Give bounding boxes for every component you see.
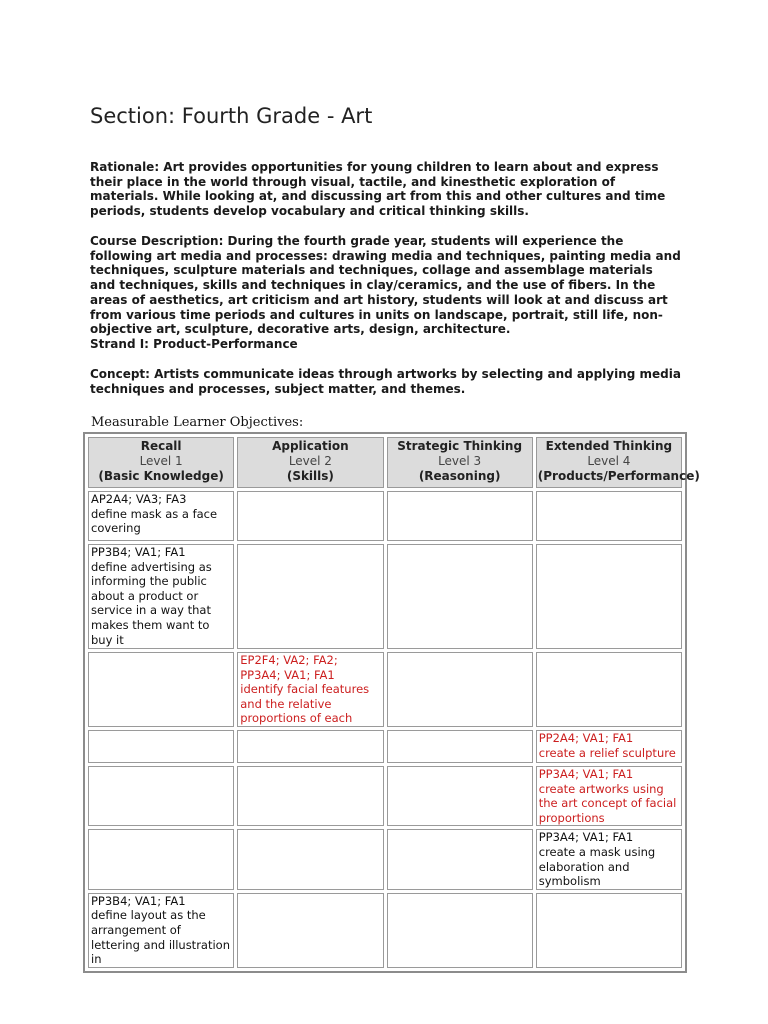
table-cell — [536, 766, 682, 826]
header-extended-thinking — [536, 437, 700, 488]
table-cell — [237, 730, 383, 763]
table-cell — [237, 652, 383, 727]
table-cell — [536, 829, 682, 889]
cell-code: PP3A4; VA1; FA1 — [538, 830, 634, 845]
table-cell — [88, 766, 234, 826]
table-row — [88, 766, 682, 826]
table-cell — [88, 491, 234, 541]
cell-text: define advertising as informing the public about a product or service in a way that makes them want to buy it — [91, 559, 212, 647]
header-sub: (Basic Knowledge) — [98, 469, 224, 483]
table-cell — [387, 893, 533, 968]
table-cell — [387, 652, 533, 727]
cell-text: create a mask using elaboration and symbolism — [538, 844, 656, 889]
header-title: Strategic Thinking — [397, 439, 523, 453]
table-cell — [237, 544, 383, 649]
cell-text: create artworks using the art concept of facial proportions — [538, 781, 677, 825]
table-row — [88, 829, 682, 889]
table-row — [88, 491, 682, 541]
table-cell — [88, 730, 234, 763]
table-row — [88, 652, 682, 727]
strand-heading: Strand I: Product-Performance — [90, 337, 298, 351]
header-sub: (Products/Performance) — [537, 469, 700, 483]
table-row — [88, 893, 682, 968]
objectives-label: Measurable Learner Objectives: — [91, 415, 304, 430]
header-level: Level 1 — [139, 454, 183, 468]
table-cell — [88, 652, 234, 727]
rationale-paragraph: Rationale: Art provides opportunities for young children to learn about and express their place in the world through visual, tactile, and kinesthetic exploration of materials. While looking at, and discussing art from this and other cultures and time periods, students develop vocabulary and critical thinking skills. — [90, 160, 666, 219]
cell-code: PP3B4; VA1; FA1 — [91, 893, 186, 908]
cell-text: create a relief sculpture — [538, 745, 676, 760]
objectives-table — [83, 432, 700, 973]
course-description-paragraph: Course Description: During the fourth grade year, students will experience the following art media and processes: drawing media and techniques, painting media and techniques, sculpture materials and techniques, collage and assemblage materials and techniques, skills and techniques in clay/ceramics, and the use of fibers. In the areas of aesthetics, art criticism and art history, students will look at and discuss art from various time periods and cultures in units on landscape, portrait, still life, non-objective art, sculpture, decorative arts, design, architecture. — [90, 234, 681, 337]
table-cell — [237, 893, 383, 968]
cell-code: EP2F4; VA2; FA2; PP3A4; VA1; FA1 — [240, 653, 338, 682]
table-cell — [536, 893, 682, 968]
table-cell — [536, 491, 682, 541]
table-cell — [237, 766, 383, 826]
header-recall — [88, 437, 234, 488]
table-cell — [536, 652, 682, 727]
header-title: Recall — [140, 439, 182, 453]
table-cell — [387, 766, 533, 826]
header-strategic-thinking — [387, 437, 533, 488]
table-row — [88, 730, 682, 763]
table-cell — [387, 491, 533, 541]
cell-code: PP2A4; VA1; FA1 — [538, 731, 634, 745]
table-cell — [387, 829, 533, 889]
table-cell — [387, 730, 533, 763]
header-sub: (Skills) — [286, 469, 334, 483]
header-title: Application — [272, 439, 349, 453]
table-cell — [88, 829, 234, 889]
header-level: Level 2 — [288, 454, 332, 468]
header-level: Level 3 — [438, 454, 482, 468]
table-cell — [387, 544, 533, 649]
cell-text: define mask as a face covering — [91, 506, 218, 536]
cell-text: define layout as the arrangement of lettering and illustration in — [91, 908, 230, 967]
table-row — [88, 544, 682, 649]
table-cell — [88, 544, 234, 649]
cell-code: AP2A4; VA3; FA3 — [91, 492, 187, 506]
header-level: Level 4 — [587, 454, 631, 468]
header-sub: (Reasoning) — [418, 469, 501, 483]
table-cell — [536, 730, 682, 763]
table-cell — [237, 829, 383, 889]
table-header-row — [88, 437, 682, 488]
cell-code: PP3B4; VA1; FA1 — [91, 545, 186, 559]
header-application — [237, 437, 383, 488]
cell-code: PP3A4; VA1; FA1 — [538, 767, 634, 781]
page-title: Section: Fourth Grade - Art — [90, 104, 373, 128]
table-cell — [237, 491, 383, 541]
concept-paragraph: Concept: Artists communicate ideas through artworks by selecting and applying media techniques and processes, subject matter, and themes. — [90, 367, 681, 396]
header-title: Extended Thinking — [545, 439, 673, 453]
table-cell — [88, 893, 234, 968]
table-cell — [536, 544, 682, 649]
cell-text: identify facial features and the relative proportions of each — [240, 682, 370, 726]
